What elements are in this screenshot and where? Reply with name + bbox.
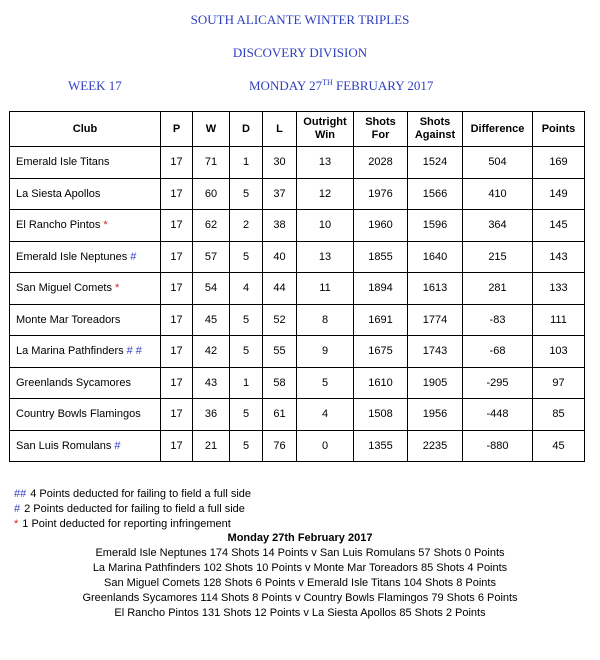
- club-cell: [10, 399, 161, 431]
- results-title: Monday 27th February 2017: [227, 532, 373, 544]
- note-symbol: #: [14, 503, 21, 515]
- played-cell: 17: [161, 336, 193, 368]
- club-cell: [10, 336, 161, 368]
- col-header-points: Points: [533, 112, 585, 147]
- outright-win-cell: 13: [297, 147, 354, 179]
- lost-cell: 55: [263, 336, 297, 368]
- note-text: 2 Points deducted for failing to field a full side: [24, 503, 245, 515]
- outright-win-cell: 13: [297, 241, 354, 273]
- shots-against-cell: 1640: [408, 241, 463, 273]
- shots-against-cell: 1774: [408, 304, 463, 336]
- col-header-shots-for-line2: For: [371, 129, 390, 141]
- points-cell: 45: [533, 430, 585, 462]
- difference-cell: 281: [463, 273, 533, 305]
- shots-against-cell: 1566: [408, 178, 463, 210]
- won-cell: 42: [193, 336, 230, 368]
- club-name: El Rancho Pintos: [16, 219, 101, 232]
- result-line: Greenlands Sycamores 114 Shots 8 Points v Country Bowls Flamingos 79 Shots 6 Points: [82, 592, 518, 604]
- col-header-shots-for: [354, 112, 408, 147]
- shots-against-cell: 1743: [408, 336, 463, 368]
- club-cell: [10, 367, 161, 399]
- date-month-year: FEBRUARY 2017: [332, 78, 434, 93]
- table-row: [10, 178, 585, 210]
- lost-cell: 40: [263, 241, 297, 273]
- drawn-cell: 4: [230, 273, 263, 305]
- club-name: Monte Mar Toreadors: [16, 313, 121, 326]
- drawn-cell: 1: [230, 367, 263, 399]
- shots-for-cell: 1960: [354, 210, 408, 242]
- col-header-shots-against: [408, 112, 463, 147]
- deduction-notes: [14, 487, 251, 532]
- table-row: [10, 210, 585, 242]
- played-cell: 17: [161, 210, 193, 242]
- points-cell: 111: [533, 304, 585, 336]
- shots-against-cell: 2235: [408, 430, 463, 462]
- outright-win-cell: 4: [297, 399, 354, 431]
- note-text: 4 Points deducted for failing to field a full side: [30, 488, 251, 500]
- won-cell: 57: [193, 241, 230, 273]
- won-cell: 60: [193, 178, 230, 210]
- club-name: Country Bowls Flamingos: [16, 408, 141, 421]
- shots-for-cell: 1610: [354, 367, 408, 399]
- won-cell: 71: [193, 147, 230, 179]
- club-cell: [10, 430, 161, 462]
- table-row: [10, 273, 585, 305]
- difference-cell: -83: [463, 304, 533, 336]
- table-row: [10, 241, 585, 273]
- note-item: [14, 517, 251, 532]
- played-cell: 17: [161, 399, 193, 431]
- col-header-played: P: [161, 112, 193, 147]
- won-cell: 45: [193, 304, 230, 336]
- difference-cell: -68: [463, 336, 533, 368]
- played-cell: 17: [161, 304, 193, 336]
- points-cell: 97: [533, 367, 585, 399]
- difference-cell: 215: [463, 241, 533, 273]
- points-cell: 85: [533, 399, 585, 431]
- note-item: [14, 502, 251, 517]
- difference-cell: -880: [463, 430, 533, 462]
- played-cell: 17: [161, 430, 193, 462]
- result-line: Emerald Isle Neptunes 174 Shots 14 Points v San Luis Romulans 57 Shots 0 Points: [95, 547, 505, 559]
- note-symbol: *: [14, 518, 19, 530]
- played-cell: 17: [161, 367, 193, 399]
- drawn-cell: 5: [230, 336, 263, 368]
- date-suffix: TH: [322, 78, 333, 87]
- table-row: [10, 336, 585, 368]
- result-line: La Marina Pathfinders 102 Shots 10 Points v Monte Mar Toreadors 85 Shots 4 Points: [92, 562, 508, 574]
- table-row: [10, 304, 585, 336]
- col-header-drawn: D: [230, 112, 263, 147]
- won-cell: 21: [193, 430, 230, 462]
- table-row: [10, 430, 585, 462]
- club-name: San Miguel Comets: [16, 282, 112, 295]
- col-header-club: Club: [10, 112, 161, 147]
- points-cell: 169: [533, 147, 585, 179]
- outright-win-cell: 0: [297, 430, 354, 462]
- col-header-outright-line2: Win: [314, 129, 336, 141]
- shots-against-cell: 1956: [408, 399, 463, 431]
- drawn-cell: 5: [230, 304, 263, 336]
- club-cell: [10, 147, 161, 179]
- played-cell: 17: [161, 178, 193, 210]
- col-header-shots-against-line1: Shots: [419, 116, 451, 128]
- points-cell: 145: [533, 210, 585, 242]
- shots-for-cell: 1855: [354, 241, 408, 273]
- deduction-mark: #: [114, 439, 121, 452]
- league-table: [9, 111, 585, 462]
- played-cell: 17: [161, 273, 193, 305]
- lost-cell: 38: [263, 210, 297, 242]
- shots-for-cell: 1976: [354, 178, 408, 210]
- won-cell: 54: [193, 273, 230, 305]
- shots-against-cell: 1613: [408, 273, 463, 305]
- note-text: 1 Point deducted for reporting infringement: [22, 518, 231, 530]
- shots-for-cell: 1675: [354, 336, 408, 368]
- table-row: [10, 399, 585, 431]
- drawn-cell: 5: [230, 178, 263, 210]
- shots-for-cell: 1691: [354, 304, 408, 336]
- club-cell: [10, 241, 161, 273]
- result-line: El Rancho Pintos 131 Shots 12 Points v La Siesta Apollos 85 Shots 2 Points: [114, 607, 486, 619]
- drawn-cell: 5: [230, 399, 263, 431]
- outright-win-cell: 11: [297, 273, 354, 305]
- shots-against-cell: 1524: [408, 147, 463, 179]
- col-header-shots-against-line2: Against: [414, 129, 456, 141]
- points-cell: 143: [533, 241, 585, 273]
- club-cell: [10, 210, 161, 242]
- outright-win-cell: 10: [297, 210, 354, 242]
- col-header-shots-for-line1: Shots: [365, 116, 396, 128]
- lost-cell: 58: [263, 367, 297, 399]
- points-cell: 133: [533, 273, 585, 305]
- club-name: La Siesta Apollos: [16, 187, 101, 200]
- won-cell: 36: [193, 399, 230, 431]
- club-name: Emerald Isle Titans: [16, 156, 110, 169]
- points-cell: 149: [533, 178, 585, 210]
- club-name: San Luis Romulans: [16, 439, 112, 452]
- shots-against-cell: 1905: [408, 367, 463, 399]
- outright-win-cell: 5: [297, 367, 354, 399]
- shots-for-cell: 1355: [354, 430, 408, 462]
- table-body: [10, 147, 585, 462]
- lost-cell: 61: [263, 399, 297, 431]
- date-day: MONDAY 27: [249, 78, 323, 93]
- played-cell: 17: [161, 241, 193, 273]
- lost-cell: 37: [263, 178, 297, 210]
- drawn-cell: 5: [230, 241, 263, 273]
- club-name: Greenlands Sycamores: [16, 376, 131, 389]
- won-cell: 62: [193, 210, 230, 242]
- col-header-outright-line1: Outright: [303, 116, 347, 128]
- deduction-mark: # #: [126, 345, 142, 358]
- note-symbol: ##: [14, 488, 27, 500]
- lost-cell: 76: [263, 430, 297, 462]
- col-header-difference: Difference: [463, 112, 533, 147]
- drawn-cell: 1: [230, 147, 263, 179]
- col-header-lost: L: [263, 112, 297, 147]
- club-cell: [10, 178, 161, 210]
- club-name: Emerald Isle Neptunes: [16, 250, 128, 263]
- note-item: [14, 487, 251, 502]
- played-cell: 17: [161, 147, 193, 179]
- drawn-cell: 2: [230, 210, 263, 242]
- lost-cell: 44: [263, 273, 297, 305]
- club-cell: [10, 304, 161, 336]
- table-header-row: [10, 112, 585, 147]
- club-cell: [10, 273, 161, 305]
- points-cell: 103: [533, 336, 585, 368]
- difference-cell: 504: [463, 147, 533, 179]
- difference-cell: -295: [463, 367, 533, 399]
- week-label: WEEK 17: [68, 78, 122, 93]
- lost-cell: 52: [263, 304, 297, 336]
- outright-win-cell: 12: [297, 178, 354, 210]
- col-header-outright-win: [297, 112, 354, 147]
- deduction-mark: #: [130, 250, 137, 263]
- match-results: [0, 531, 600, 621]
- outright-win-cell: 8: [297, 304, 354, 336]
- deduction-mark: *: [115, 282, 120, 295]
- shots-for-cell: 2028: [354, 147, 408, 179]
- table-row: [10, 367, 585, 399]
- deduction-mark: *: [103, 219, 108, 232]
- division-title: DISCOVERY DIVISION: [232, 45, 368, 60]
- lost-cell: 30: [263, 147, 297, 179]
- shots-for-cell: 1894: [354, 273, 408, 305]
- table-row: [10, 147, 585, 179]
- difference-cell: 410: [463, 178, 533, 210]
- col-header-won: W: [193, 112, 230, 147]
- outright-win-cell: 9: [297, 336, 354, 368]
- difference-cell: 364: [463, 210, 533, 242]
- won-cell: 43: [193, 367, 230, 399]
- shots-against-cell: 1596: [408, 210, 463, 242]
- page-title: SOUTH ALICANTE WINTER TRIPLES: [190, 12, 410, 27]
- difference-cell: -448: [463, 399, 533, 431]
- result-line: San Miguel Comets 128 Shots 6 Points v Emerald Isle Titans 104 Shots 8 Points: [104, 577, 496, 589]
- shots-for-cell: 1508: [354, 399, 408, 431]
- drawn-cell: 5: [230, 430, 263, 462]
- date-label: [249, 78, 433, 94]
- club-name: La Marina Pathfinders: [16, 345, 124, 358]
